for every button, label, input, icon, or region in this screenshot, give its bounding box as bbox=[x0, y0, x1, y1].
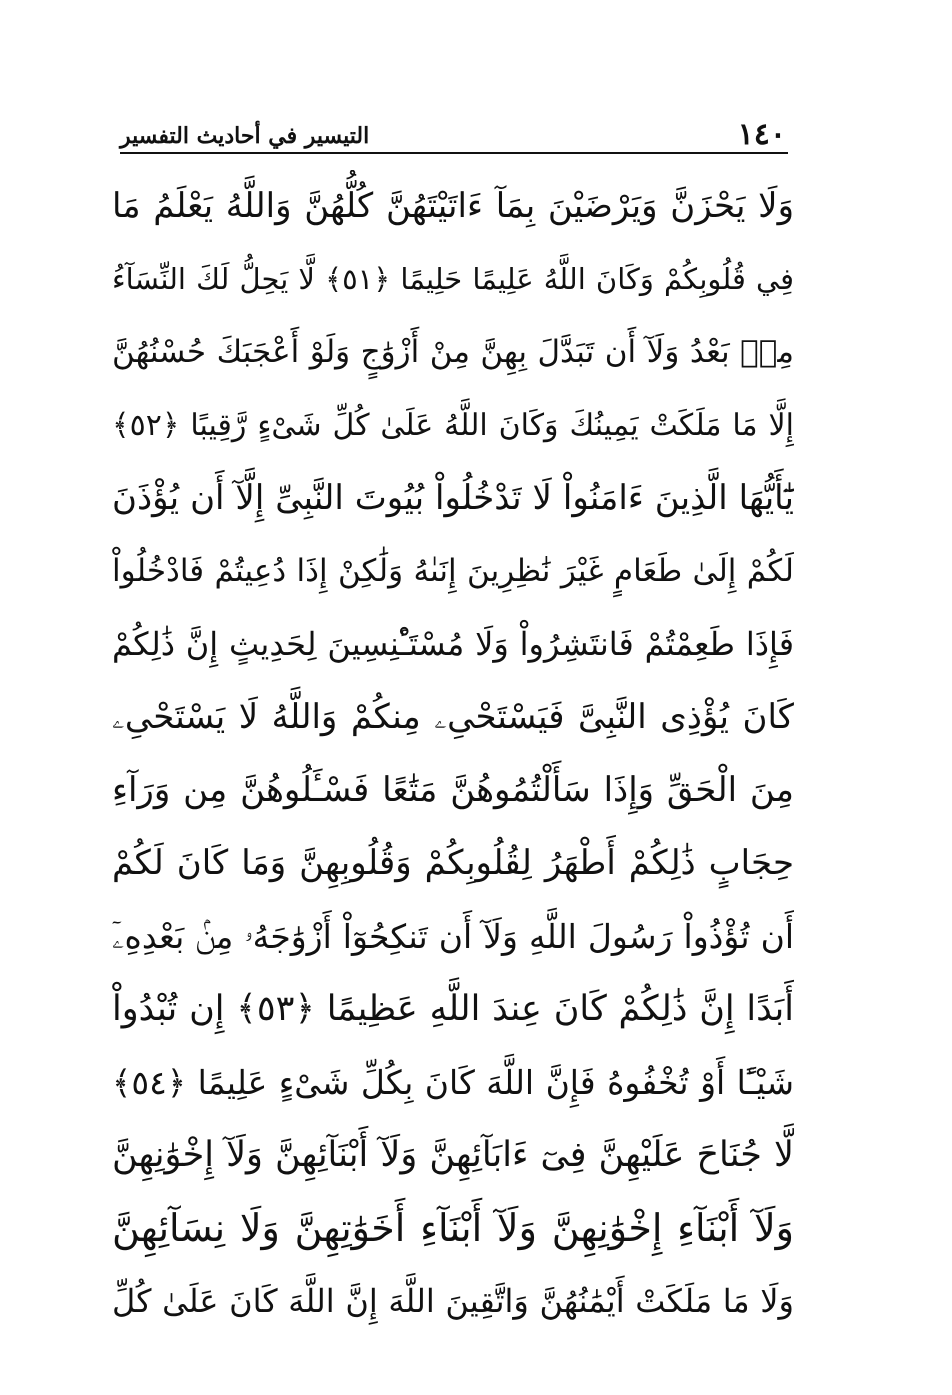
verse-line-10: حِجَابٍ ذَٰلِكُمْ أَطْهَرُ لِقُلُوبِكُمْ وَقُلُوبِهِنَّ وَمَا كَانَ لَكُمْ bbox=[112, 843, 794, 883]
verse-line-9: مِنَ الْحَقِّ وَإِذَا سَأَلْتُمُوهُنَّ مَتَٰعًا فَسْـَٔلُوهُنَّ مِن وَرَآءِ bbox=[112, 770, 794, 810]
running-title: التيسير في أحاديث التفسير bbox=[120, 123, 370, 149]
verse-line-7: فَإِذَا طَعِمْتُمْ فَانتَشِرُواْ وَلَا مُسْتَـْٔنِسِينَ لِحَدِيثٍ إِنَّ ذَٰلِكُمْ bbox=[112, 625, 794, 663]
verse-line-1: وَلَا يَحْزَنَّ وَيَرْضَيْنَ بِمَآ ءَاتَيْتَهُنَّ كُلُّهُنَّ وَاللَّهُ يَعْلَمُ مَا bbox=[112, 186, 794, 226]
page-number: ١٤٠ bbox=[737, 117, 786, 152]
page-header bbox=[120, 116, 786, 154]
verse-line-8: كَانَ يُؤْذِى النَّبِىَّ فَيَسْتَحْىِۦ مِنكُمْ وَاللَّهُ لَا يَسْتَحْىِۦ bbox=[112, 697, 794, 737]
verse-line-4: إِلَّا مَا مَلَكَتْ يَمِينُكَ وَكَانَ اللَّهُ عَلَىٰ كُلِّ شَىْءٍ رَّقِيبًا ﴿٥٢﴾ bbox=[112, 408, 794, 443]
verse-line-12: أَبَدًا إِنَّ ذَٰلِكُمْ كَانَ عِندَ اللَّهِ عَظِيمًا ﴿٥٣﴾ إِن تُبْدُواْ bbox=[112, 989, 794, 1029]
verse-line-5: يَٰٓأَيُّهَا الَّذِينَ ءَامَنُواْ لَا تَدْخُلُواْ بُيُوتَ النَّبِىِّ إِلَّآ أَن يُؤْذَنَ bbox=[112, 478, 794, 518]
verse-line-6: لَكُمْ إِلَىٰ طَعَامٍ غَيْرَ نَٰظِرِينَ إِنَىٰهُ وَلَٰكِنْ إِذَا دُعِيتُمْ فَادْخُلُواْ bbox=[112, 553, 794, 589]
header-divider bbox=[120, 152, 788, 154]
quran-text-block bbox=[112, 170, 794, 1338]
verse-line-11: أَن تُؤْذُواْ رَسُولَ اللَّهِ وَلَآ أَن تَنكِحُوٓاْ أَزْوَٰجَهُۥ مِنۢ بَعْدِهِۦٓ bbox=[112, 917, 794, 956]
verse-line-16: وَلَا مَا مَلَكَتْ أَيْمَٰنُهُنَّ وَاتَّقِينَ اللَّهَ إِنَّ اللَّهَ كَانَ عَلَىٰ كُلِّ bbox=[112, 1282, 794, 1320]
verse-line-13: شَيْـًٔا أَوْ تُخْفُوهُ فَإِنَّ اللَّهَ كَانَ بِكُلِّ شَىْءٍ عَلِيمًا ﴿٥٤﴾ bbox=[112, 1063, 794, 1102]
verse-line-2: فِي قُلُوبِكُمْ وَكَانَ اللَّهُ عَلِيمًا حَلِيمًا ﴿٥١﴾ لَّا يَحِلُّ لَكَ النِّسَآءُ bbox=[112, 262, 794, 296]
verse-line-15: وَلَآ أَبْنَآءِ إِخْوَٰنِهِنَّ وَلَآ أَبْنَآءِ أَخَوَٰتِهِنَّ وَلَا نِسَآئِهِنَّ bbox=[112, 1206, 794, 1250]
verse-line-14: لَّا جُنَاحَ عَلَيْهِنَّ فِىٓ ءَابَآئِهِنَّ وَلَآ أَبْنَآئِهِنَّ وَلَآ إِخْوَٰنِهِنَّ bbox=[112, 1135, 794, 1175]
verse-line-3: مِنۢ بَعْدُ وَلَآ أَن تَبَدَّلَ بِهِنَّ مِنْ أَزْوَٰجٍ وَلَوْ أَعْجَبَكَ حُسْنُهُنَّ bbox=[112, 334, 794, 370]
